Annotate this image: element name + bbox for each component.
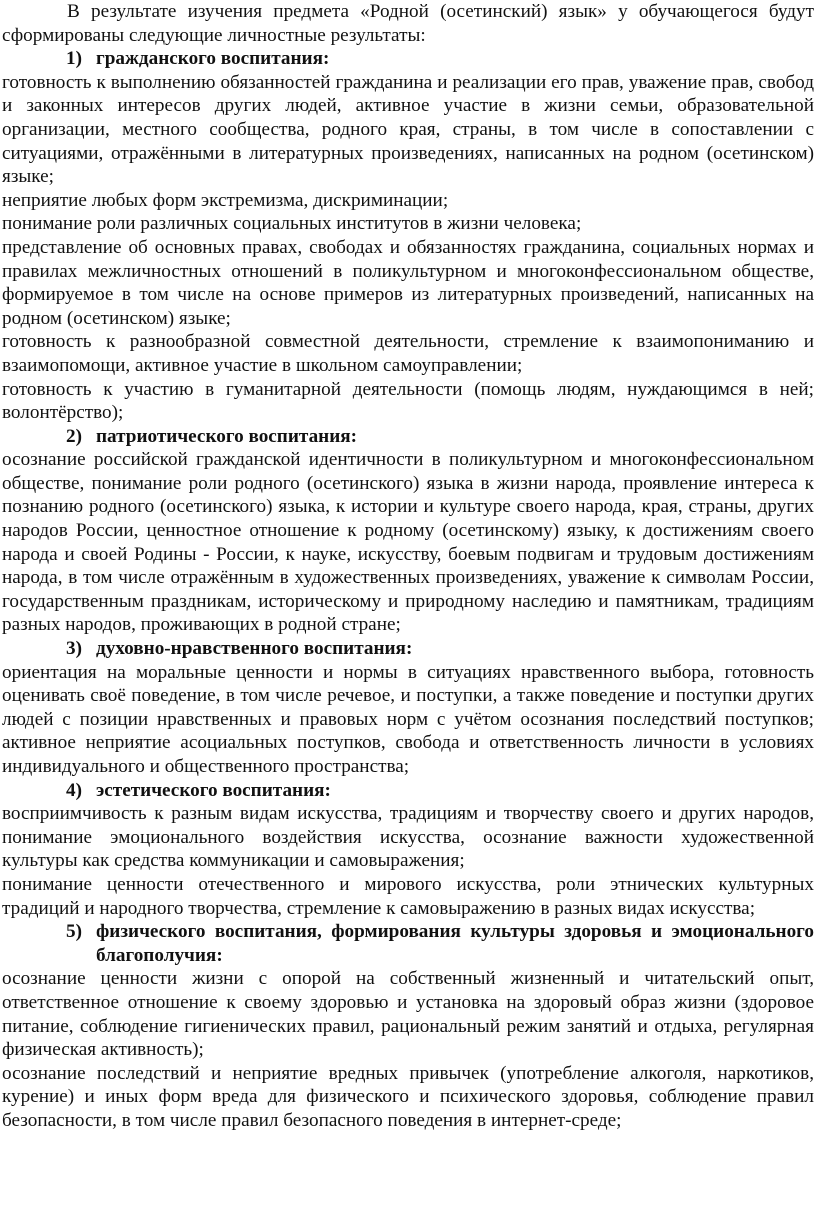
section-patriotic [2,425,814,637]
section-number: 5) [66,921,82,943]
section-title: духовно-нравственного воспитания: [96,638,413,660]
section-title: патриотического воспитания: [96,425,358,447]
paragraph: понимание роли различных социальных институтов в жизни человека; [2,213,582,235]
section-heading [2,920,814,967]
paragraph: готовность к участию в гуманитарной деятельности (помощь людям, нуждающимся в ней; волонтёрство); [2,378,814,424]
paragraph: восприимчивость к разным видам искусства, традициям и творчеству своего и других народов, понимание эмоционального воздействия искусства, осознание важности художественной культуры как средства коммуникации и самовыражения; [2,803,814,872]
section-aesthetic [2,779,814,921]
section-number: 4) [66,779,82,801]
section-civic [2,47,814,425]
section-heading [2,779,814,803]
paragraph: готовность к разнообразной совместной деятельности, стремление к взаимопониманию и взаимопомощи, активное участие в школьном самоуправлении; [2,331,814,376]
intro-paragraph: В результате изучения предмета «Родной (осетинский) язык» у обучающегося будут сформированы следующие личностные результаты: [2,1,814,46]
section-number: 2) [66,425,82,447]
section-spiritual-moral [2,637,814,779]
section-title: гражданского воспитания: [96,48,330,70]
paragraph: готовность к выполнению обязанностей гражданина и реализации его прав, уважение прав, свобод и законных интересов других людей, активное участие в жизни семьи, образовательной организации, местного сообщества, родного края, страны, в том числе в сопоставлении с ситуациями, отражёнными в литературных произведениях, написанных на родном (осетинском) языке; [2,71,814,188]
section-heading [2,637,814,661]
paragraph: осознание ценности жизни с опорой на собственный жизненный и читательский опыт, ответственное отношение к своему здоровью и установка на здоровый образ жизни (здоровое питание, соблюдение гигиенических правил, рациональный режим занятий и отдыха, регулярная физическая активность); [2,968,814,1061]
paragraph: осознание последствий и неприятие вредных привычек (употребление алкоголя, наркотиков, курение) и иных форм вреда для физического и психического здоровья, соблюдение правил безопасности, в том числе правил безопасного поведения в интернет-среде; [2,1062,814,1131]
paragraph: представление об основных правах, свободах и обязанностях гражданина, социальных нормах и правилах межличностных отношений в поликультурном и многоконфессиональном обществе, формируемое в том числе на основе примеров из литературных произведений, написанных на родном (осетинском) языке; [2,236,814,329]
section-number: 1) [66,48,82,70]
section-heading [2,47,814,71]
section-physical [2,920,814,1132]
section-title: физического воспитания, формирования культуры здоровья и эмоционального благополучия: [96,921,814,966]
paragraph: понимание ценности отечественного и мирового искусства, роли этнических культурных традиций и народного творчества, стремление к самовыражению в разных видах искусства; [2,873,814,919]
paragraph: ориентация на моральные ценности и нормы в ситуациях нравственного выбора, готовность оценивать своё поведение, в том числе речевое, и поступки, а также поведение и поступки других людей с позиции нравственных и правовых норм с учётом осознания последствий поступков; активное неприятие асоциальных поступков, свобода и ответственность личности в условиях индивидуального и общественного пространства; [2,661,814,777]
paragraph: неприятие любых форм экстремизма, дискриминации; [2,189,449,211]
section-title: эстетического воспитания: [96,779,331,801]
paragraph: осознание российской гражданской идентичности в поликультурном и многоконфессиональном обществе, понимание роли родного (осетинского) языка в жизни народа, проявление интереса к познанию родного (осетинского) языка, к истории и культуре своего народа, края, страны, других народов России, ценностное отношение к родному (осетинскому) языку, к достижениям своего народа и своей Родины - России, к науке, искусству, боевым подвигам и трудовым достижениям народа, в том числе отражённым в художественных произведениях, уважение к символам России, государственным праздникам, историческому и природному наследию и памятникам, традициям разных народов, проживающих в родной стране; [2,449,814,636]
section-heading [2,425,814,449]
section-number: 3) [66,638,82,660]
